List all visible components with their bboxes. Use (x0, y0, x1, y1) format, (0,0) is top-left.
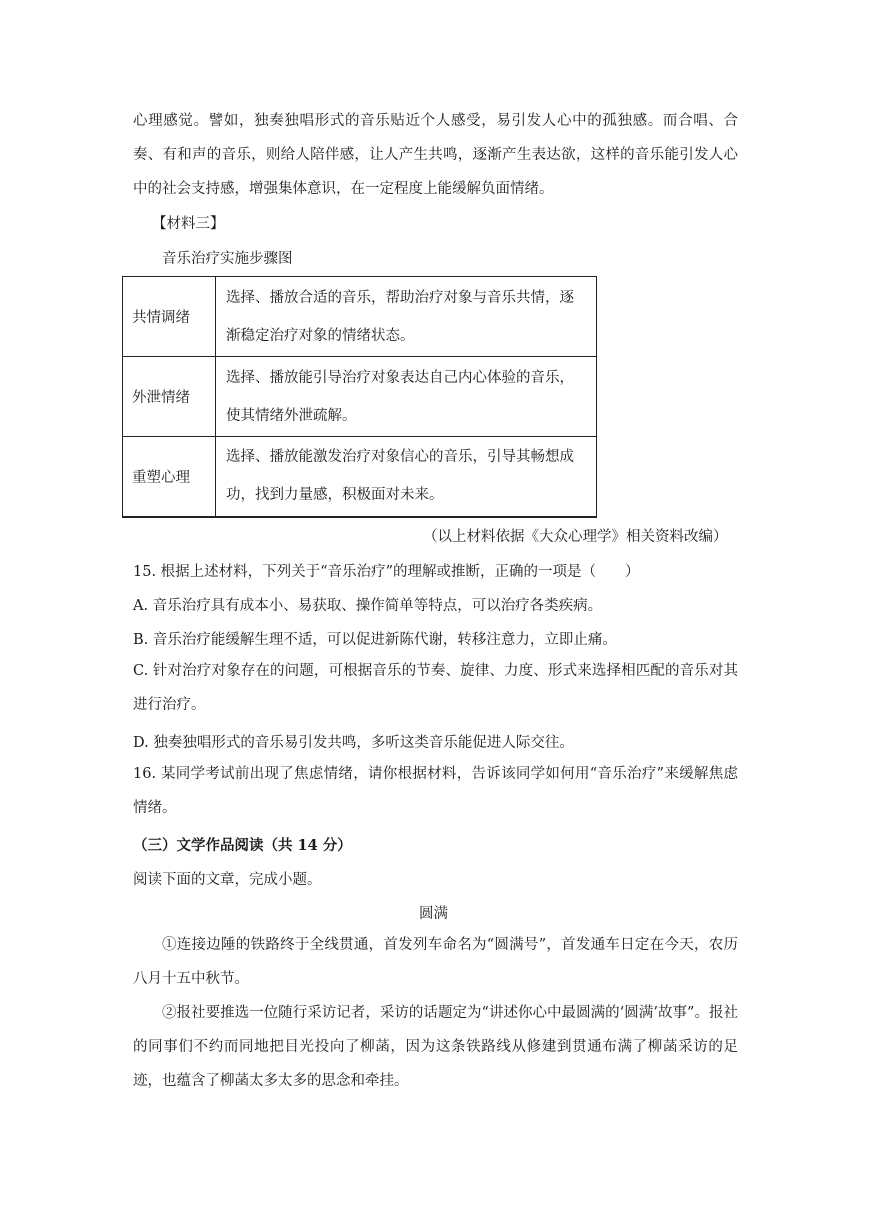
source-note: （以上材料依据《大众心理学》相关资料改编） (423, 529, 728, 545)
step-description: 选择、播放能激发治疗对象信心的音乐，引导其畅想成功，找到力量感，积极面对未来。 (216, 437, 597, 517)
step-description: 选择、播放合适的音乐，帮助治疗对象与音乐共情，逐渐稳定治疗对象的情绪状态。 (216, 277, 597, 357)
step-label: 外泄情绪 (123, 357, 216, 437)
intro-paragraph: 心理感觉。譬如，独奏独唱形式的音乐贴近个人感受，易引发人心中的孤独感。而合唱、合奏、有和声的音乐，则给人陪伴感，让人产生共鸣，逐渐产生表达欲，这样的音乐能引发人心中的社会支持感，增强集体意识，在一定程度上能缓解负面情绪。 (133, 113, 738, 197)
article-paragraph-2: ②报社要推选一位随行采访记者，采访的话题定为“讲述你心中最圆满的‘圆满’故事”。报社的同事们不约而同地把目光投向了柳菡，因为这条铁路线从修建到贯通布满了柳菡采访的足迹，也蕴含了柳菡太多太多的思念和牵挂。 (133, 1005, 738, 1089)
section-3-instruction: 阅读下面的文章，完成小题。 (133, 872, 322, 888)
step-label: 重塑心理 (123, 437, 216, 517)
section-3-heading: （三）文学作品阅读（共 14 分） (133, 837, 352, 854)
step-label: 共情调绪 (123, 277, 216, 357)
question-15-option-b: B. 音乐治疗能缓解生理不适，可以促进新陈代谢，转移注意力，立即止痛。 (133, 632, 617, 648)
step-description: 选择、播放能引导治疗对象表达自己内心体验的音乐，使其情绪外泄疏解。 (216, 357, 597, 437)
table-row (123, 357, 597, 437)
table-title: 音乐治疗实施步骤图 (162, 251, 293, 267)
table-row (123, 437, 597, 517)
question-16: 16. 某同学考试前出现了焦虑情绪，请你根据材料，告诉该同学如何用“音乐治疗”来缓解焦虑情绪。 (133, 766, 738, 816)
article-title: 圆满 (419, 906, 448, 922)
article-paragraph-1: ①连接边陲的铁路终于全线贯通，首发列车命名为“圆满号”，首发通车日定在今天，农历八月十五中秋节。 (133, 937, 738, 987)
material3-heading: 【材料三】 (152, 216, 225, 232)
steps-table (122, 276, 597, 518)
question-15-option-d: D. 独奏独唱形式的音乐易引发共鸣，多听这类音乐能促进人际交往。 (133, 735, 574, 751)
question-15-option-c: C. 针对治疗对象存在的问题，可根据音乐的节奏、旋律、力度、形式来选择相匹配的音乐对其进行治疗。 (133, 663, 738, 713)
question-15-option-a: A. 音乐治疗具有成本小、易获取、操作简单等特点，可以治疗各类疾病。 (133, 598, 603, 614)
table-row (123, 277, 597, 357)
question-15-stem: 15. 根据上述材料，下列关于“音乐治疗”的理解或推断，正确的一项是（ ） (133, 564, 640, 580)
